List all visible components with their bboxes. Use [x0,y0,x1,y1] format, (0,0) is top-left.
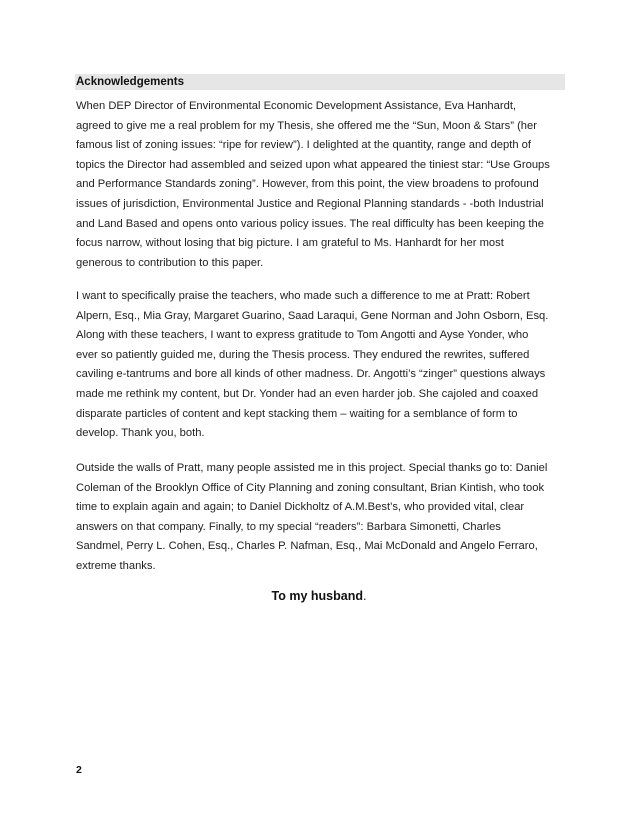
text-line: focus narrow, without losing that big picture. I am grateful to Ms. Hanhardt for her most [76,237,504,250]
text-line: extreme thanks. [76,559,156,572]
text-line: disparate particles of content and kept stacking them – waiting for a semblance of form to [76,407,518,420]
text-line: agreed to give me a real problem for my Thesis, she offered me the “Sun, Moon & Stars” (her [76,119,537,132]
text-line: Alpern, Esq., Mia Gray, Margaret Guarino, Saad Laraqui, Gene Norman and John Osborn, Esq. [76,309,549,322]
text-line: When DEP Director of Environmental Economic Development Assistance, Eva Hanhardt, [76,100,517,112]
dedication-period: . [362,589,367,603]
text-line: generous to contribution to this paper. [76,256,264,269]
text-line: Sandmel, Perry L. Cohen, Esq., Charles P. Nafman, Esq., Mai McDonald and Angelo Ferraro, [76,540,538,553]
page-number: 2 [76,764,82,776]
text-line: Along with these teachers, I want to express gratitude to Tom Angotti and Ayse Yonder, who [76,329,529,342]
text-line: Outside the walls of Pratt, many people assisted me in this project. Special thanks go to: Daniel [76,462,548,474]
text-line: caviling e-tantrums and bore all kinds of other madness. Dr. Angotti’s “zinger” questions always [76,368,546,381]
section-heading: Acknowledgements [76,76,184,88]
text-line: ever so patiently guided me, during the Thesis process. They endured the rewrites, suffered [76,348,530,361]
dedication [0,588,638,604]
text-line: made me rethink my content, but Dr. Yonder had an even harder job. She cajoled and coaxed [76,387,539,400]
text-line: I want to specifically praise the teachers, who made such a difference to me at Pratt: Robert [76,290,530,302]
text-line: Coleman of the Brooklyn Office of City Planning and zoning consultant, Brian Kintish, who took [76,481,545,494]
text-line: develop. Thank you, both. [76,427,205,440]
text-line: topics the Director had assembled and seized upon what appeared the tiniest star: “Use Groups [76,158,550,171]
text-line: issues of jurisdiction, Environmental Justice and Regional Planning standards - -both Industrial [76,197,544,210]
text-line: answers on that company. Finally, to my special “readers”: Barbara Simonetti, Charles [76,520,501,533]
text-line: famous list of zoning issues: “ripe for review”). I delighted at the quantity, range and depth of [76,139,531,152]
paragraph-director-thanks [76,97,576,273]
dedication-text: To my husband [271,589,363,603]
paragraph-outside-thanks [76,459,576,577]
text-line: time to explain again and again; to Daniel Dickholtz of A.M.Best’s, who provided vital, clear [76,501,525,514]
text-line: and Performance Standards zoning”. However, from this point, the view broadens to profound [76,178,539,191]
text-line: and Land Based and opens onto various policy issues. The real difficulty has been keeping the [76,217,544,230]
paragraph-teachers-thanks [76,287,576,444]
